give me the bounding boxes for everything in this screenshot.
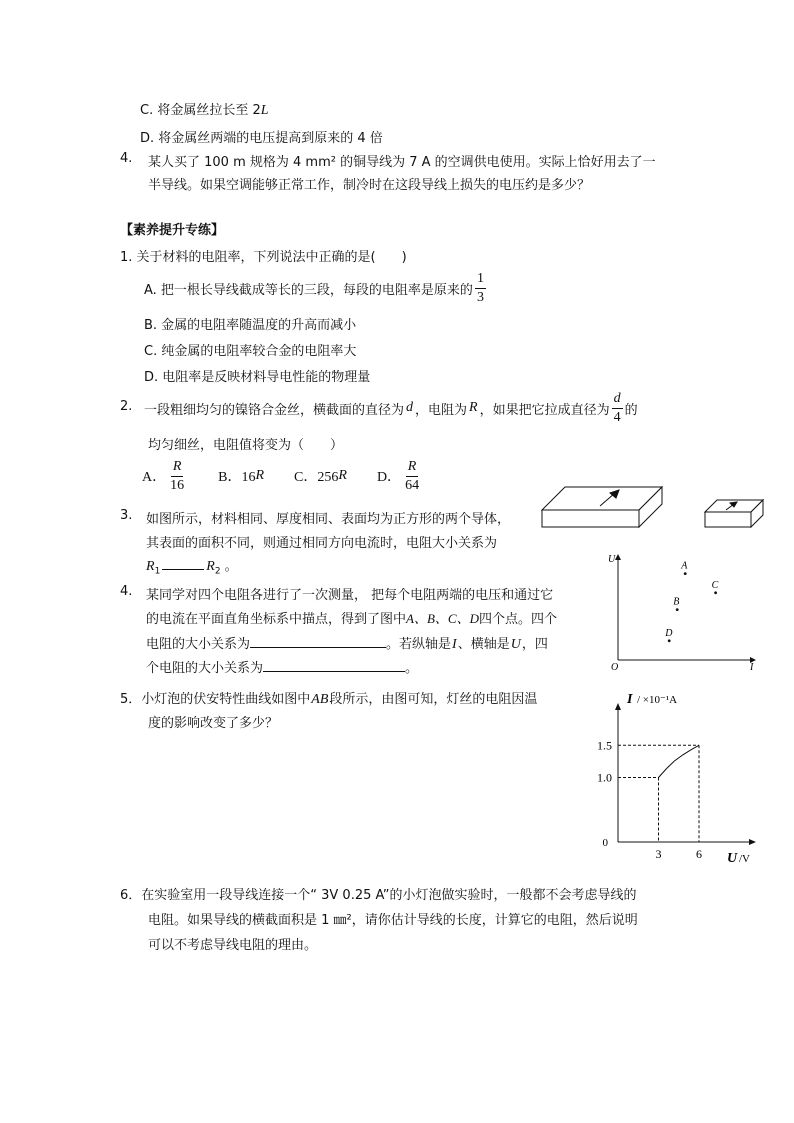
q4b-answer-blank-2[interactable] bbox=[263, 671, 405, 672]
q5-var-ab: AB bbox=[311, 692, 329, 707]
iv-y-arrow bbox=[615, 703, 621, 710]
q4b-line1: 某同学对四个电阻各进行了一次测量， 把每个电阻两端的电压和通过它 bbox=[146, 588, 554, 603]
q1-fraction bbox=[475, 272, 486, 305]
q3-line2: 其表面的面积不同，则通过相同方向电流时，电阻大小关系为 bbox=[146, 536, 498, 551]
iv-curve-ab bbox=[659, 745, 700, 777]
scatter-point-a bbox=[684, 572, 687, 575]
q4b-line3-d: ，四 bbox=[521, 637, 548, 652]
scatter-point-d bbox=[668, 639, 671, 642]
large-conductor-block bbox=[542, 487, 662, 527]
q2-option-b-label: B．16 bbox=[218, 470, 256, 485]
q1-option-a bbox=[144, 268, 488, 308]
iv-y-label: I bbox=[627, 692, 633, 707]
iv-guide-lines bbox=[618, 745, 699, 842]
q4b-line2-b: 四个点。四个 bbox=[478, 612, 557, 627]
ui-scatter-figure bbox=[604, 548, 764, 672]
q1-frac-den: 3 bbox=[476, 289, 484, 305]
q5-line1 bbox=[120, 688, 537, 708]
q1-frac-num: 1 bbox=[475, 272, 486, 289]
q4b-number: 4. bbox=[120, 584, 133, 599]
q2-option-d-frac bbox=[403, 460, 421, 493]
q1-stem: 1. 关于材料的电阻率，下列说法中正确的是( ) bbox=[120, 250, 407, 265]
large-block-front bbox=[542, 510, 639, 527]
q1-option-d: D. 电阻率是反映材料导电性能的物理量 bbox=[144, 370, 371, 385]
q2-fraction bbox=[612, 392, 623, 425]
q6-line2: 电阻。如果导线的横截面积是 1 ㎜²，请你估计导线的长度，计算它的电阻，然后说明 bbox=[148, 913, 638, 928]
q4b-points: A、B、C、D bbox=[406, 611, 479, 626]
q2-text-b: ，电阻为 bbox=[415, 402, 468, 418]
q2-options bbox=[142, 456, 423, 496]
q2-frac-num: d bbox=[612, 392, 623, 409]
section-title: 【素养提升专练】 bbox=[120, 223, 225, 238]
q4b-var-u: U bbox=[510, 637, 521, 652]
q3-number: 3. bbox=[120, 508, 133, 523]
small-block-front bbox=[705, 512, 751, 527]
q4b-line4 bbox=[146, 657, 418, 676]
q2-a-den: 16 bbox=[170, 477, 185, 493]
question-4-line2: 半导线。如果空调能够正常工作，制冷时在这段导线上损失的电压约是多少？ bbox=[148, 178, 591, 193]
iv-y-unit: / ×10⁻¹A bbox=[637, 694, 678, 706]
q4b-line3-b: 。若纵轴是 bbox=[386, 637, 452, 652]
q1-option-b: B. 金属的电阻率随温度的升高而减小 bbox=[144, 318, 357, 333]
q4b-line3 bbox=[146, 633, 548, 653]
q2-var-r: R bbox=[469, 400, 478, 415]
q2-option-a-label: A． bbox=[142, 470, 167, 485]
q2-line2: 均匀细丝，电阻值将变为（ ） bbox=[148, 438, 344, 453]
iv-x-tick-0: 3 bbox=[655, 847, 662, 861]
q4b-line2-a: 的电流在平面直角坐标系中描点，得到了图中 bbox=[146, 612, 407, 627]
q3-r2: R bbox=[206, 559, 215, 574]
q1-option-c: C. 纯金属的电阻率较合金的电阻率大 bbox=[144, 344, 357, 359]
scatter-point-c bbox=[714, 591, 717, 594]
q4b-answer-blank-1[interactable] bbox=[250, 647, 386, 648]
q4b-line3-a: 电阻的大小关系为 bbox=[146, 637, 251, 652]
question-4-line1: 某人买了 100 m 规格为 4 mm² 的铜导线为 7 A 的空调供电使用。实际上恰好用去了一 bbox=[148, 155, 656, 170]
scatter-label-c: C bbox=[711, 579, 719, 591]
q6-line1: 6．在实验室用一段导线连接一个“ 3V 0.25 A”的小灯泡做实验时，一般都不会考虑导线的 bbox=[120, 888, 637, 903]
conductor-blocks-figure bbox=[540, 485, 770, 535]
q4b-line4-b: 。 bbox=[405, 661, 419, 676]
q2-var-d: d bbox=[406, 400, 414, 415]
q3-r1-sub: 1 bbox=[154, 566, 161, 577]
q2-a-num: R bbox=[171, 460, 184, 477]
q2-frac-den: 4 bbox=[613, 409, 621, 425]
q2-number: 2. bbox=[120, 399, 133, 414]
q6-line3: 可以不考虑导线电阻的理由。 bbox=[148, 938, 318, 953]
q5-line1-b: 段所示，由图可知，灯丝的电阻因温 bbox=[329, 692, 538, 707]
q2-text-d: 的 bbox=[624, 402, 638, 418]
scatter-label-a: A bbox=[681, 560, 688, 572]
scatter-label-d: D bbox=[665, 627, 673, 639]
iv-tick-labels bbox=[597, 738, 702, 861]
q5-line1-a: 小灯泡的伏安特性曲线如图中 bbox=[141, 692, 311, 707]
scatter-x-label: I bbox=[750, 662, 754, 672]
q2-option-c-label: C．256 bbox=[294, 470, 339, 485]
scatter-y-arrow bbox=[615, 554, 621, 560]
q2-option-a-frac bbox=[168, 460, 186, 493]
q3-answer-blank[interactable] bbox=[162, 569, 204, 570]
q2-d-num: R bbox=[406, 460, 419, 477]
q4b-var-i: I bbox=[452, 637, 457, 652]
iv-y-tick-1: 1.5 bbox=[597, 738, 612, 753]
q4b-line4-a: 个电阻的大小关系为 bbox=[146, 661, 264, 676]
iv-origin: 0 bbox=[602, 837, 608, 849]
q3-r1: R bbox=[146, 559, 155, 574]
q2-text-a: 一段粗细均匀的镍铬合金丝，横截面的直径为 bbox=[144, 402, 405, 418]
option-c-text: C. 将金属丝拉长至 2 bbox=[140, 103, 261, 118]
q3-tail: 。 bbox=[224, 559, 238, 574]
q2-d-den: 64 bbox=[405, 477, 420, 493]
scatter-origin: O bbox=[611, 662, 619, 672]
q4b-line3-c: 、横轴是 bbox=[457, 637, 510, 652]
iv-x-arrow bbox=[749, 839, 756, 845]
question-4-number: 4. bbox=[120, 151, 133, 166]
q2-option-c-var: R bbox=[338, 468, 347, 483]
scatter-y-label: U bbox=[608, 554, 616, 565]
q2-option-d-label: D． bbox=[376, 470, 402, 485]
q3-r2-sub: 2 bbox=[214, 566, 221, 577]
iv-y-tick-0: 1.0 bbox=[597, 770, 612, 785]
option-d: D. 将金属丝两端的电压提高到原来的 4 倍 bbox=[140, 131, 383, 146]
scatter-point-b bbox=[676, 608, 679, 611]
scatter-label-b: B bbox=[673, 596, 680, 608]
q2-option-b-var: R bbox=[255, 468, 265, 483]
q5-number: 5． bbox=[120, 692, 142, 707]
q2-text-c: ，如果把它拉成直径为 bbox=[479, 402, 610, 418]
q1-option-a-text: A. 把一根长导线截成等长的三段，每段的电阻率是原来的 bbox=[144, 282, 473, 298]
q5-line2: 度的影响改变了多少？ bbox=[148, 716, 279, 731]
option-c-var: L bbox=[260, 103, 269, 118]
iv-x-label: U bbox=[727, 851, 738, 866]
iv-x-unit: /V bbox=[739, 853, 750, 865]
q3-line3 bbox=[146, 555, 238, 577]
iv-curve-chart bbox=[580, 685, 770, 870]
iv-x-tick-1: 6 bbox=[696, 847, 702, 861]
q3-line1: 如图所示，材料相同、厚度相同、表面均为正方形的两个导体， bbox=[146, 512, 511, 527]
q2-line1 bbox=[144, 388, 638, 428]
q4b-line2 bbox=[146, 608, 557, 627]
option-c bbox=[140, 99, 269, 119]
scatter-points bbox=[664, 561, 718, 643]
